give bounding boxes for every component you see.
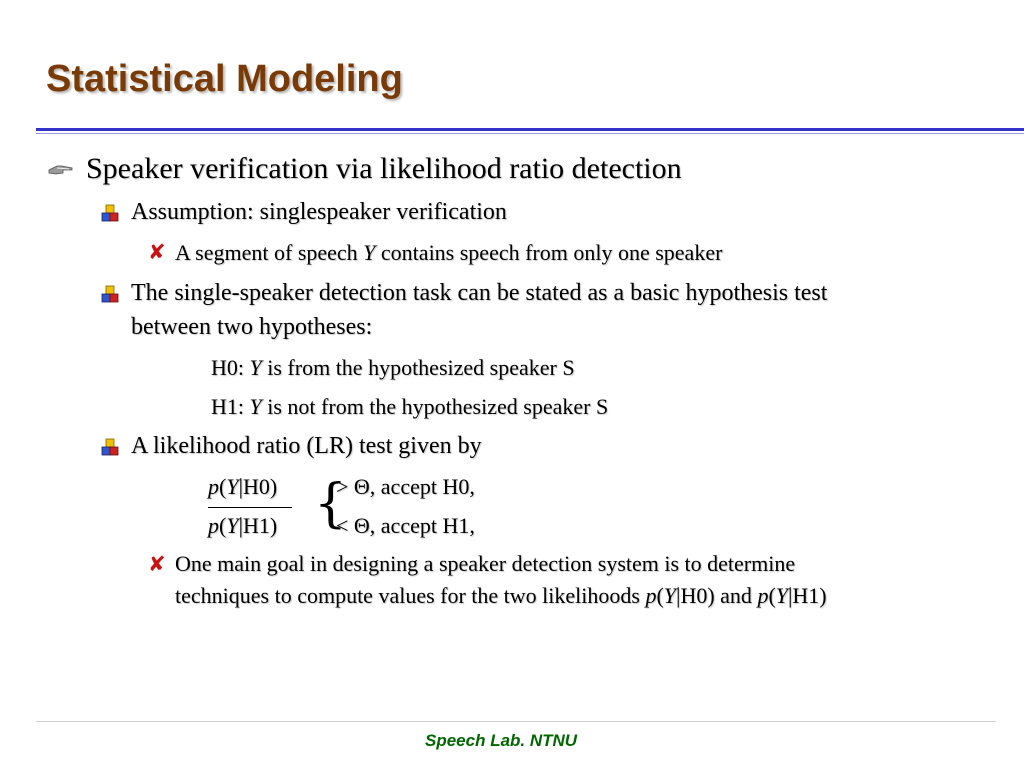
x-mark-icon: ✘	[148, 552, 166, 576]
x-mark-icon: ✘	[148, 240, 166, 264]
goal-line2: techniques to compute values for the two likelihoods p(Y|H0) and p(Y|H1)	[175, 583, 827, 608]
hypothesis-h0: H0: Y is from the hypothesized speaker S	[211, 355, 575, 380]
lr-numerator: p(Y|H0)	[208, 474, 278, 499]
fraction-bar	[208, 507, 292, 508]
footer-lab-name: Speech Lab. NTNU	[425, 731, 578, 750]
title-underline	[36, 128, 1024, 131]
hypothesis-h1: H1: Y is not from the hypothesized speaker S	[211, 394, 609, 419]
condition-accept-h0: > Θ, accept H0,	[336, 474, 475, 499]
condition-accept-h1: < Θ, accept H1,	[336, 513, 475, 538]
pointing-hand-icon	[48, 161, 74, 177]
slide-title: Statistical Modeling	[46, 58, 403, 100]
bullet-detection-task-line2: between two hypotheses:	[131, 314, 373, 340]
footer-divider	[36, 721, 996, 722]
goal-line1: One main goal in designing a speaker detection system is to determine	[175, 551, 796, 576]
left-brace: {	[314, 474, 348, 534]
stacked-cube-icon	[100, 203, 120, 223]
lr-denominator: p(Y|H1)	[208, 513, 278, 538]
bullet-segment-of-speech: A segment of speech Y contains speech from only one speaker	[175, 240, 723, 265]
bullet-assumption: Assumption: singlespeaker verification	[131, 199, 507, 225]
bullet-detection-task-line1: The single-speaker detection task can be stated as a basic hypothesis test	[131, 280, 828, 306]
stacked-cube-icon	[100, 284, 120, 304]
stacked-cube-icon	[100, 437, 120, 457]
bullet-lr-test: A likelihood ratio (LR) test given by	[131, 433, 482, 459]
title-underline-light	[36, 133, 1024, 134]
bullet-speaker-verification: Speaker verification via likelihood ratio detection	[86, 152, 682, 185]
